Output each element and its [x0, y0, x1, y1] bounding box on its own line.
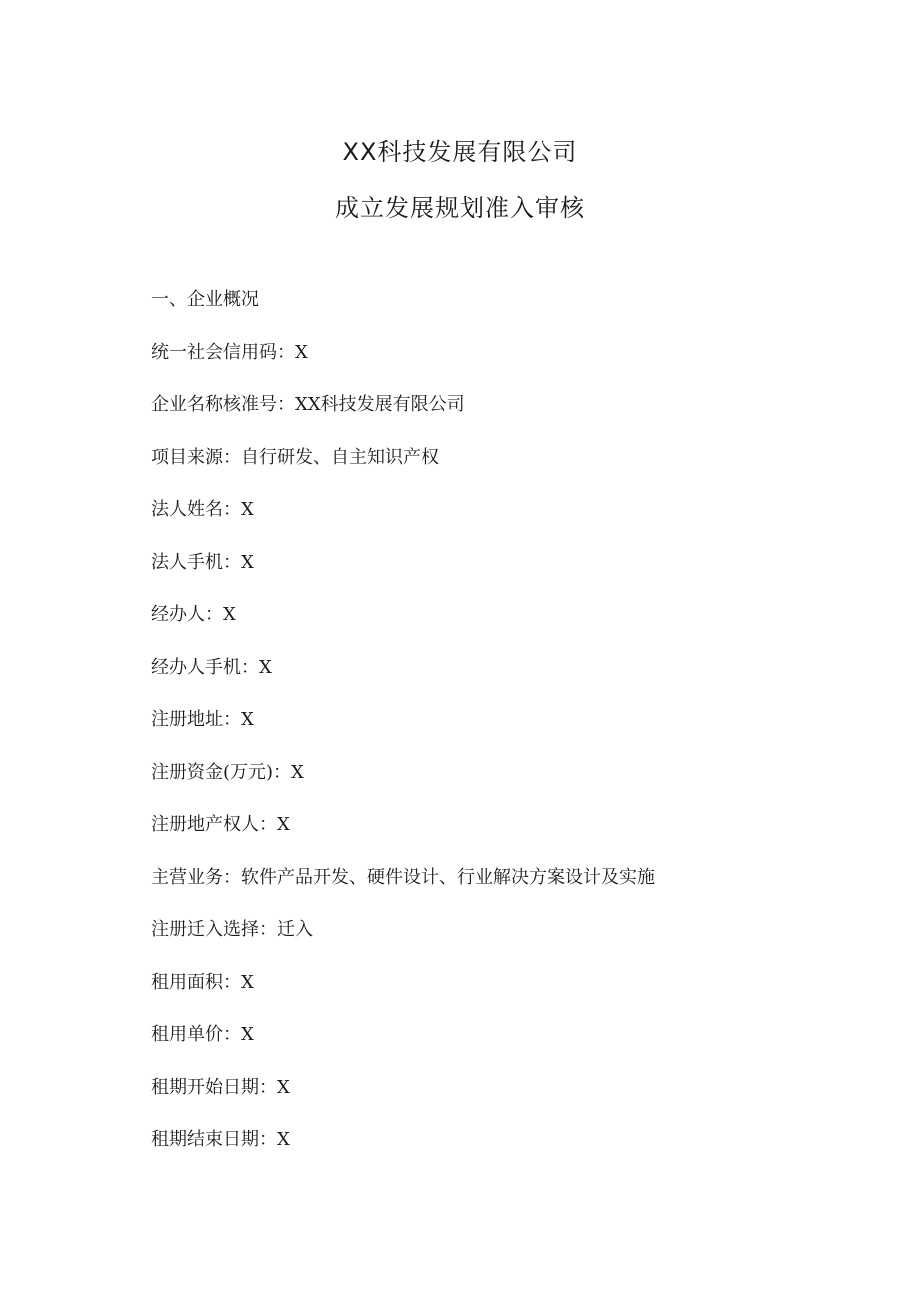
field-rented-area: 租用面积：X	[151, 971, 254, 993]
document-body	[151, 283, 851, 1176]
field-main-business: 主营业务：软件产品开发、硬件设计、行业解决方案设计及实施	[151, 866, 655, 888]
field-enterprise-name: 企业名称核准号：XX科技发展有限公司	[151, 394, 465, 415]
field-property-owner: 注册地产权人：X	[151, 814, 290, 835]
document-title	[0, 128, 920, 232]
field-project-source: 项目来源：自行研发、自主知识产权	[151, 446, 439, 468]
field-lease-end-date: 租期结束日期：X	[151, 1129, 290, 1150]
field-lease-start-date: 租期开始日期：X	[151, 1076, 290, 1098]
field-legal-person-name: 法人姓名：X	[151, 499, 254, 520]
field-registered-address: 注册地址：X	[151, 709, 254, 730]
field-handler-phone: 经办人手机：X	[151, 656, 272, 678]
field-handler: 经办人：X	[151, 604, 236, 625]
field-registered-capital: 注册资金(万元)：X	[151, 761, 304, 783]
document-subtitle: 成立发展规划准入审核	[335, 194, 585, 222]
field-registration-move-in: 注册迁入选择：迁入	[151, 919, 313, 940]
field-credit-code: 统一社会信用码：X	[151, 341, 308, 363]
company-name-title: XX科技发展有限公司	[342, 138, 578, 166]
field-legal-person-phone: 法人手机：X	[151, 551, 254, 573]
section-heading: 一、企业概况	[151, 289, 259, 310]
field-rent-unit-price: 租用单价：X	[151, 1024, 254, 1045]
